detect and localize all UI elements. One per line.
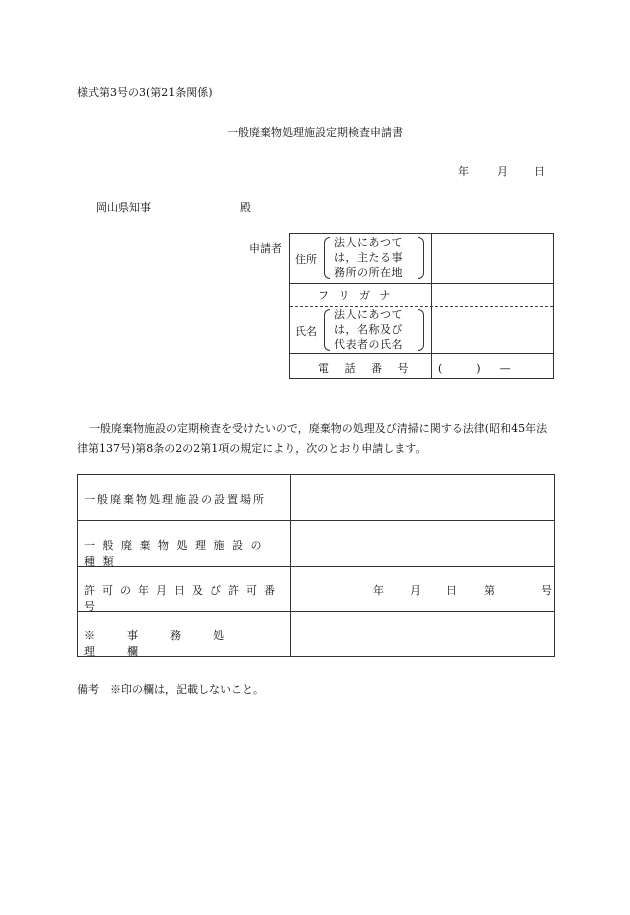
addressee-honorific: 殿: [240, 201, 251, 214]
permit-value[interactable]: [291, 582, 555, 602]
applicant-table: [289, 233, 554, 379]
addressee: 岡山県知事: [96, 201, 151, 214]
body-paragraph: 一般廃棄物施設の定期検査を受けたいので，廃棄物の処理及び清掃に関する法律(昭和45年法律第137号)第8条の2の2第1項の規定により，次のとおり申請します。: [77, 422, 548, 455]
name-value-cell[interactable]: [432, 307, 554, 352]
location-value-cell[interactable]: [291, 475, 555, 520]
name-note-line: 法人にあつて: [334, 308, 403, 321]
applicant-label: 申請者: [249, 242, 282, 255]
name-note-line: は，名称及び: [334, 323, 403, 336]
row-label-location: 一般廃棄物処理施設の設置場所: [84, 493, 266, 506]
row-label-permit: 許可の年月日及び許可番号: [84, 584, 282, 613]
name-label: 氏名: [295, 325, 317, 338]
office-value-cell[interactable]: [291, 612, 555, 657]
permit-go: 号: [541, 584, 552, 597]
furigana-label: フ リ ガ ナ: [318, 289, 394, 302]
remarks: 備考 ※印の欄は，記載しないこと。: [77, 683, 264, 696]
permit-year: 年: [373, 584, 384, 597]
address-note-line: は，主たる事: [334, 251, 403, 264]
address-note-line: 務所の所在地: [334, 266, 403, 279]
address-value-cell[interactable]: [432, 234, 554, 282]
phone-value[interactable]: ( ) —: [438, 362, 515, 375]
row-label-office: ※事務処理欄: [84, 629, 256, 658]
details-table: [77, 474, 555, 657]
date-day: 日: [534, 165, 545, 178]
date-year: 年: [458, 165, 469, 178]
phone-label: 電 話 番 号: [318, 362, 415, 375]
name-note: [324, 307, 424, 353]
permit-dai: 第: [484, 584, 495, 597]
address-note-line: 法人にあつて: [334, 236, 403, 249]
furigana-value-cell[interactable]: [432, 284, 554, 305]
address-note: [324, 235, 424, 281]
date-month: 月: [497, 165, 508, 178]
type-value-cell[interactable]: [291, 521, 555, 566]
row-label-type: 一般廃棄物処理施設の種類: [84, 539, 269, 568]
name-note-line: 代表者の氏名: [334, 338, 403, 351]
permit-month: 月: [410, 584, 421, 597]
document-title: 一般廃棄物処理施設定期検査申請書: [227, 126, 403, 139]
address-label: 住所: [295, 253, 317, 266]
form-number: 様式第3号の3(第21条関係): [77, 86, 213, 99]
permit-day: 日: [446, 584, 457, 597]
